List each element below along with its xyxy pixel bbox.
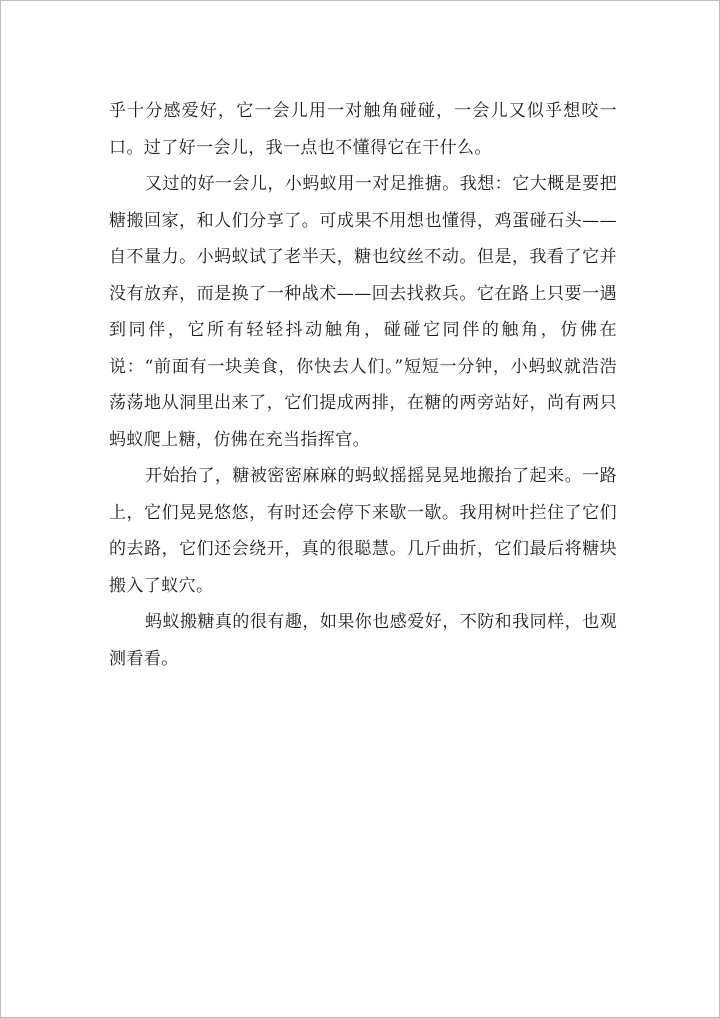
document-body — [109, 93, 617, 677]
paragraph-1: 乎十分感爱好，它一会儿用一对触角碰碰，一会儿又似乎想咬一口。过了好一会儿，我一点也不懂得它在干什么。 — [109, 101, 617, 158]
paragraph-3: 开始抬了，糖被密密麻麻的蚂蚁摇摇晃晃地搬抬了起来。一路上，它们晃晃悠悠，有时还会停下来歇一歇。我用树叶拦住了它们的去路，它们还会绕开，真的很聪慧。几斤曲折，它们最后将糖块搬入了蚁穴。 — [109, 466, 617, 596]
paragraph-2: 又过的好一会儿，小蚂蚁用一对足推搪。我想：它大概是要把糖搬回家，和人们分享了。可成果不用想也懂得，鸡蛋碰石头——自不量力。小蚂蚁试了老半天，糖也纹丝不动。但是，我看了它并没有放弃，而是换了一种战术——回去找救兵。它在路上只要一遇到同伴，它所有轻轻抖动触角，碰碰它同伴的触角，仿佛在说：“前面有一块美食，你快去人们。”短短一分钟，小蚂蚁就浩浩荡荡地从洞里出来了，它们提成两排，在糖的两旁站好，尚有两只蚂蚁爬上糖，仿佛在充当指挥官。 — [109, 174, 617, 450]
paragraph-4: 蚂蚁搬糖真的很有趣，如果你也感爱好，不防和我同样，也观测看看。 — [109, 612, 617, 669]
